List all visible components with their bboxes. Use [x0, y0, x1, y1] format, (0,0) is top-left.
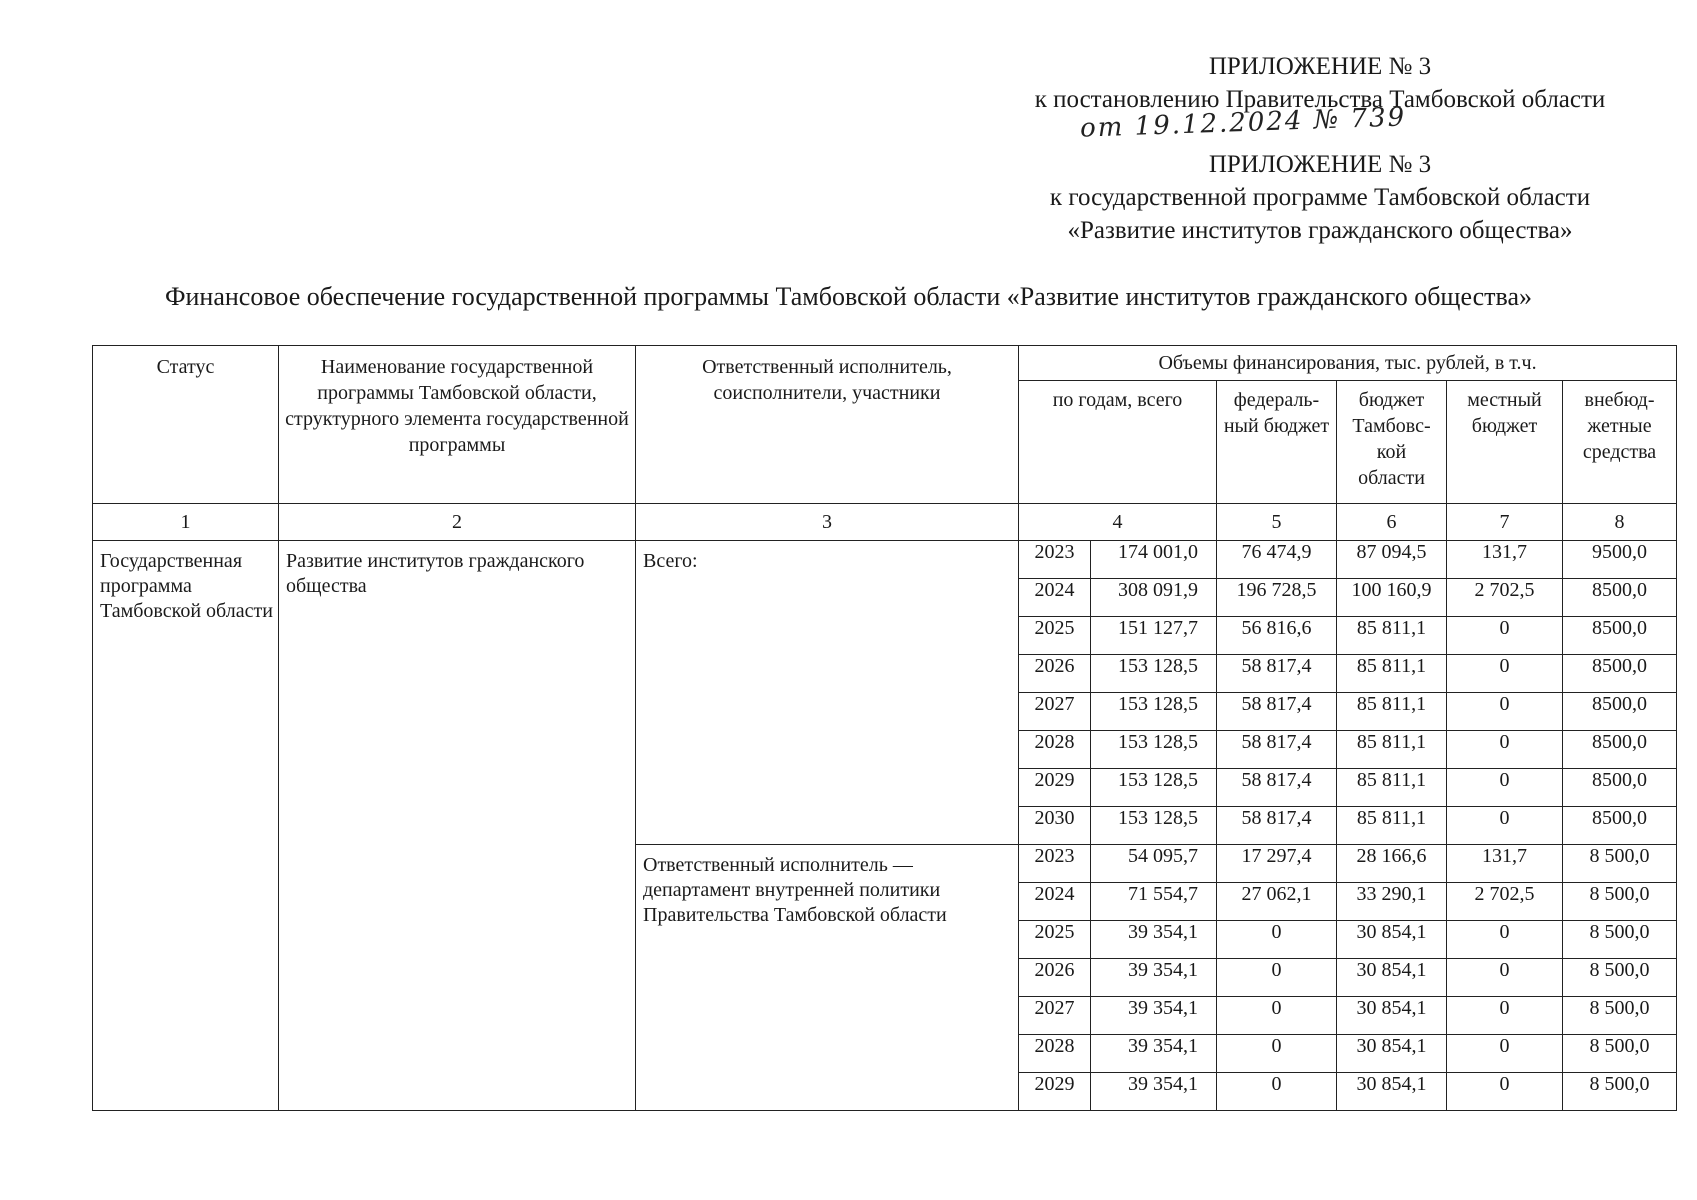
- federal-cell: 58 817,4: [1217, 731, 1337, 769]
- local-cell: 0: [1447, 1073, 1563, 1111]
- header-funding-group: Объемы финансирования, тыс. рублей, в т.ч.: [1019, 346, 1677, 381]
- extra-cell: 8 500,0: [1563, 997, 1677, 1035]
- column-number: 4: [1019, 504, 1217, 541]
- document-title: Финансовое обеспечение государственной программы Тамбовской области «Развитие институтов гражданского общества»: [164, 282, 1533, 311]
- local-cell: 0: [1447, 1035, 1563, 1073]
- year-cell: 2023: [1019, 845, 1091, 883]
- total-cell: 153 128,5: [1091, 731, 1217, 769]
- total-cell: 71 554,7: [1091, 883, 1217, 921]
- regional-cell: 30 854,1: [1337, 1035, 1447, 1073]
- column-number: 8: [1563, 504, 1677, 541]
- appendix-subtitle: к государственной программе Тамбовской области: [1049, 184, 1591, 211]
- total-cell: 153 128,5: [1091, 655, 1217, 693]
- extra-cell: 8500,0: [1563, 693, 1677, 731]
- total-cell: 54 095,7: [1091, 845, 1217, 883]
- year-cell: 2030: [1019, 807, 1091, 845]
- extra-cell: 8 500,0: [1563, 921, 1677, 959]
- column-number: 7: [1447, 504, 1563, 541]
- total-cell: 153 128,5: [1091, 769, 1217, 807]
- header-by-years: по годам, всего: [1019, 381, 1217, 504]
- header-executor: Ответственный исполнитель, соисполнители, участники: [636, 346, 1019, 504]
- year-cell: 2028: [1019, 731, 1091, 769]
- header-federal: федераль-ный бюджет: [1217, 381, 1337, 504]
- appendix-subtitle: «Развитие институтов гражданского общества»: [1067, 217, 1573, 244]
- regional-cell: 85 811,1: [1337, 693, 1447, 731]
- federal-cell: 0: [1217, 997, 1337, 1035]
- regional-cell: 33 290,1: [1337, 883, 1447, 921]
- table-row: [93, 541, 1677, 579]
- extra-cell: 8500,0: [1563, 655, 1677, 693]
- federal-cell: 196 728,5: [1217, 579, 1337, 617]
- federal-cell: 58 817,4: [1217, 655, 1337, 693]
- column-number-row: [93, 504, 1677, 541]
- regional-cell: 100 160,9: [1337, 579, 1447, 617]
- federal-cell: 0: [1217, 921, 1337, 959]
- header-extra: внебюд-жетные средства: [1563, 381, 1677, 504]
- financing-table: [92, 345, 1677, 1111]
- year-cell: 2029: [1019, 769, 1091, 807]
- column-number: 1: [93, 504, 279, 541]
- regional-cell: 85 811,1: [1337, 655, 1447, 693]
- year-cell: 2025: [1019, 617, 1091, 655]
- federal-cell: 58 817,4: [1217, 807, 1337, 845]
- year-cell: 2027: [1019, 693, 1091, 731]
- status-cell: Государственная программа Тамбовской области: [93, 541, 279, 1111]
- federal-cell: 58 817,4: [1217, 769, 1337, 807]
- column-number: 5: [1217, 504, 1337, 541]
- appendix-header-program: [1000, 148, 1640, 247]
- total-cell: 39 354,1: [1091, 1073, 1217, 1111]
- total-cell: 174 001,0: [1091, 541, 1217, 579]
- year-cell: 2026: [1019, 959, 1091, 997]
- local-cell: 131,7: [1447, 845, 1563, 883]
- regional-cell: 85 811,1: [1337, 617, 1447, 655]
- local-cell: 0: [1447, 617, 1563, 655]
- appendix-title: ПРИЛОЖЕНИЕ № 3: [1208, 53, 1432, 80]
- total-cell: 308 091,9: [1091, 579, 1217, 617]
- appendix-subtitle: к постановлению Правительства Тамбовской области: [1034, 86, 1606, 113]
- header-regional: бюджет Тамбовс-кой области: [1337, 381, 1447, 504]
- extra-cell: 8 500,0: [1563, 883, 1677, 921]
- year-cell: 2027: [1019, 997, 1091, 1035]
- year-cell: 2024: [1019, 579, 1091, 617]
- local-cell: 0: [1447, 807, 1563, 845]
- executor-cell: Всего:: [636, 541, 1019, 845]
- extra-cell: 8 500,0: [1563, 959, 1677, 997]
- federal-cell: 27 062,1: [1217, 883, 1337, 921]
- total-cell: 39 354,1: [1091, 997, 1217, 1035]
- regional-cell: 30 854,1: [1337, 1073, 1447, 1111]
- header-name: Наименование государственной программы Тамбовской области, структурного элемента государственной программы: [279, 346, 636, 504]
- program-name-cell: Развитие институтов гражданского общества: [279, 541, 636, 1111]
- year-cell: 2023: [1019, 541, 1091, 579]
- local-cell: 2 702,5: [1447, 579, 1563, 617]
- column-number: 2: [279, 504, 636, 541]
- local-cell: 0: [1447, 769, 1563, 807]
- column-number: 3: [636, 504, 1019, 541]
- total-cell: 151 127,7: [1091, 617, 1217, 655]
- local-cell: 0: [1447, 997, 1563, 1035]
- regional-cell: 87 094,5: [1337, 541, 1447, 579]
- regional-cell: 28 166,6: [1337, 845, 1447, 883]
- extra-cell: 8500,0: [1563, 769, 1677, 807]
- federal-cell: 76 474,9: [1217, 541, 1337, 579]
- local-cell: 0: [1447, 959, 1563, 997]
- extra-cell: 8500,0: [1563, 579, 1677, 617]
- extra-cell: 8 500,0: [1563, 1035, 1677, 1073]
- local-cell: 0: [1447, 693, 1563, 731]
- extra-cell: 9500,0: [1563, 541, 1677, 579]
- year-cell: 2024: [1019, 883, 1091, 921]
- federal-cell: 17 297,4: [1217, 845, 1337, 883]
- federal-cell: 0: [1217, 1073, 1337, 1111]
- federal-cell: 56 816,6: [1217, 617, 1337, 655]
- regional-cell: 85 811,1: [1337, 769, 1447, 807]
- total-cell: 39 354,1: [1091, 959, 1217, 997]
- extra-cell: 8500,0: [1563, 617, 1677, 655]
- column-number: 6: [1337, 504, 1447, 541]
- total-cell: 39 354,1: [1091, 1035, 1217, 1073]
- header-status: Статус: [93, 346, 279, 504]
- appendix-title: ПРИЛОЖЕНИЕ № 3: [1208, 151, 1432, 178]
- total-cell: 39 354,1: [1091, 921, 1217, 959]
- federal-cell: 0: [1217, 1035, 1337, 1073]
- local-cell: 0: [1447, 655, 1563, 693]
- year-cell: 2025: [1019, 921, 1091, 959]
- local-cell: 0: [1447, 921, 1563, 959]
- handwritten-date: от 19.12.2024 № 739: [1079, 102, 1407, 144]
- local-cell: 0: [1447, 731, 1563, 769]
- year-cell: 2028: [1019, 1035, 1091, 1073]
- extra-cell: 8 500,0: [1563, 1073, 1677, 1111]
- extra-cell: 8500,0: [1563, 731, 1677, 769]
- header-local: местный бюджет: [1447, 381, 1563, 504]
- regional-cell: 30 854,1: [1337, 997, 1447, 1035]
- year-cell: 2026: [1019, 655, 1091, 693]
- federal-cell: 0: [1217, 959, 1337, 997]
- regional-cell: 30 854,1: [1337, 959, 1447, 997]
- regional-cell: 30 854,1: [1337, 921, 1447, 959]
- local-cell: 131,7: [1447, 541, 1563, 579]
- extra-cell: 8500,0: [1563, 807, 1677, 845]
- year-cell: 2029: [1019, 1073, 1091, 1111]
- total-cell: 153 128,5: [1091, 807, 1217, 845]
- regional-cell: 85 811,1: [1337, 731, 1447, 769]
- local-cell: 2 702,5: [1447, 883, 1563, 921]
- regional-cell: 85 811,1: [1337, 807, 1447, 845]
- total-cell: 153 128,5: [1091, 693, 1217, 731]
- executor-cell: Ответственный исполнитель — департамент внутренней политики Правительства Тамбовской области: [636, 845, 1019, 1111]
- federal-cell: 58 817,4: [1217, 693, 1337, 731]
- extra-cell: 8 500,0: [1563, 845, 1677, 883]
